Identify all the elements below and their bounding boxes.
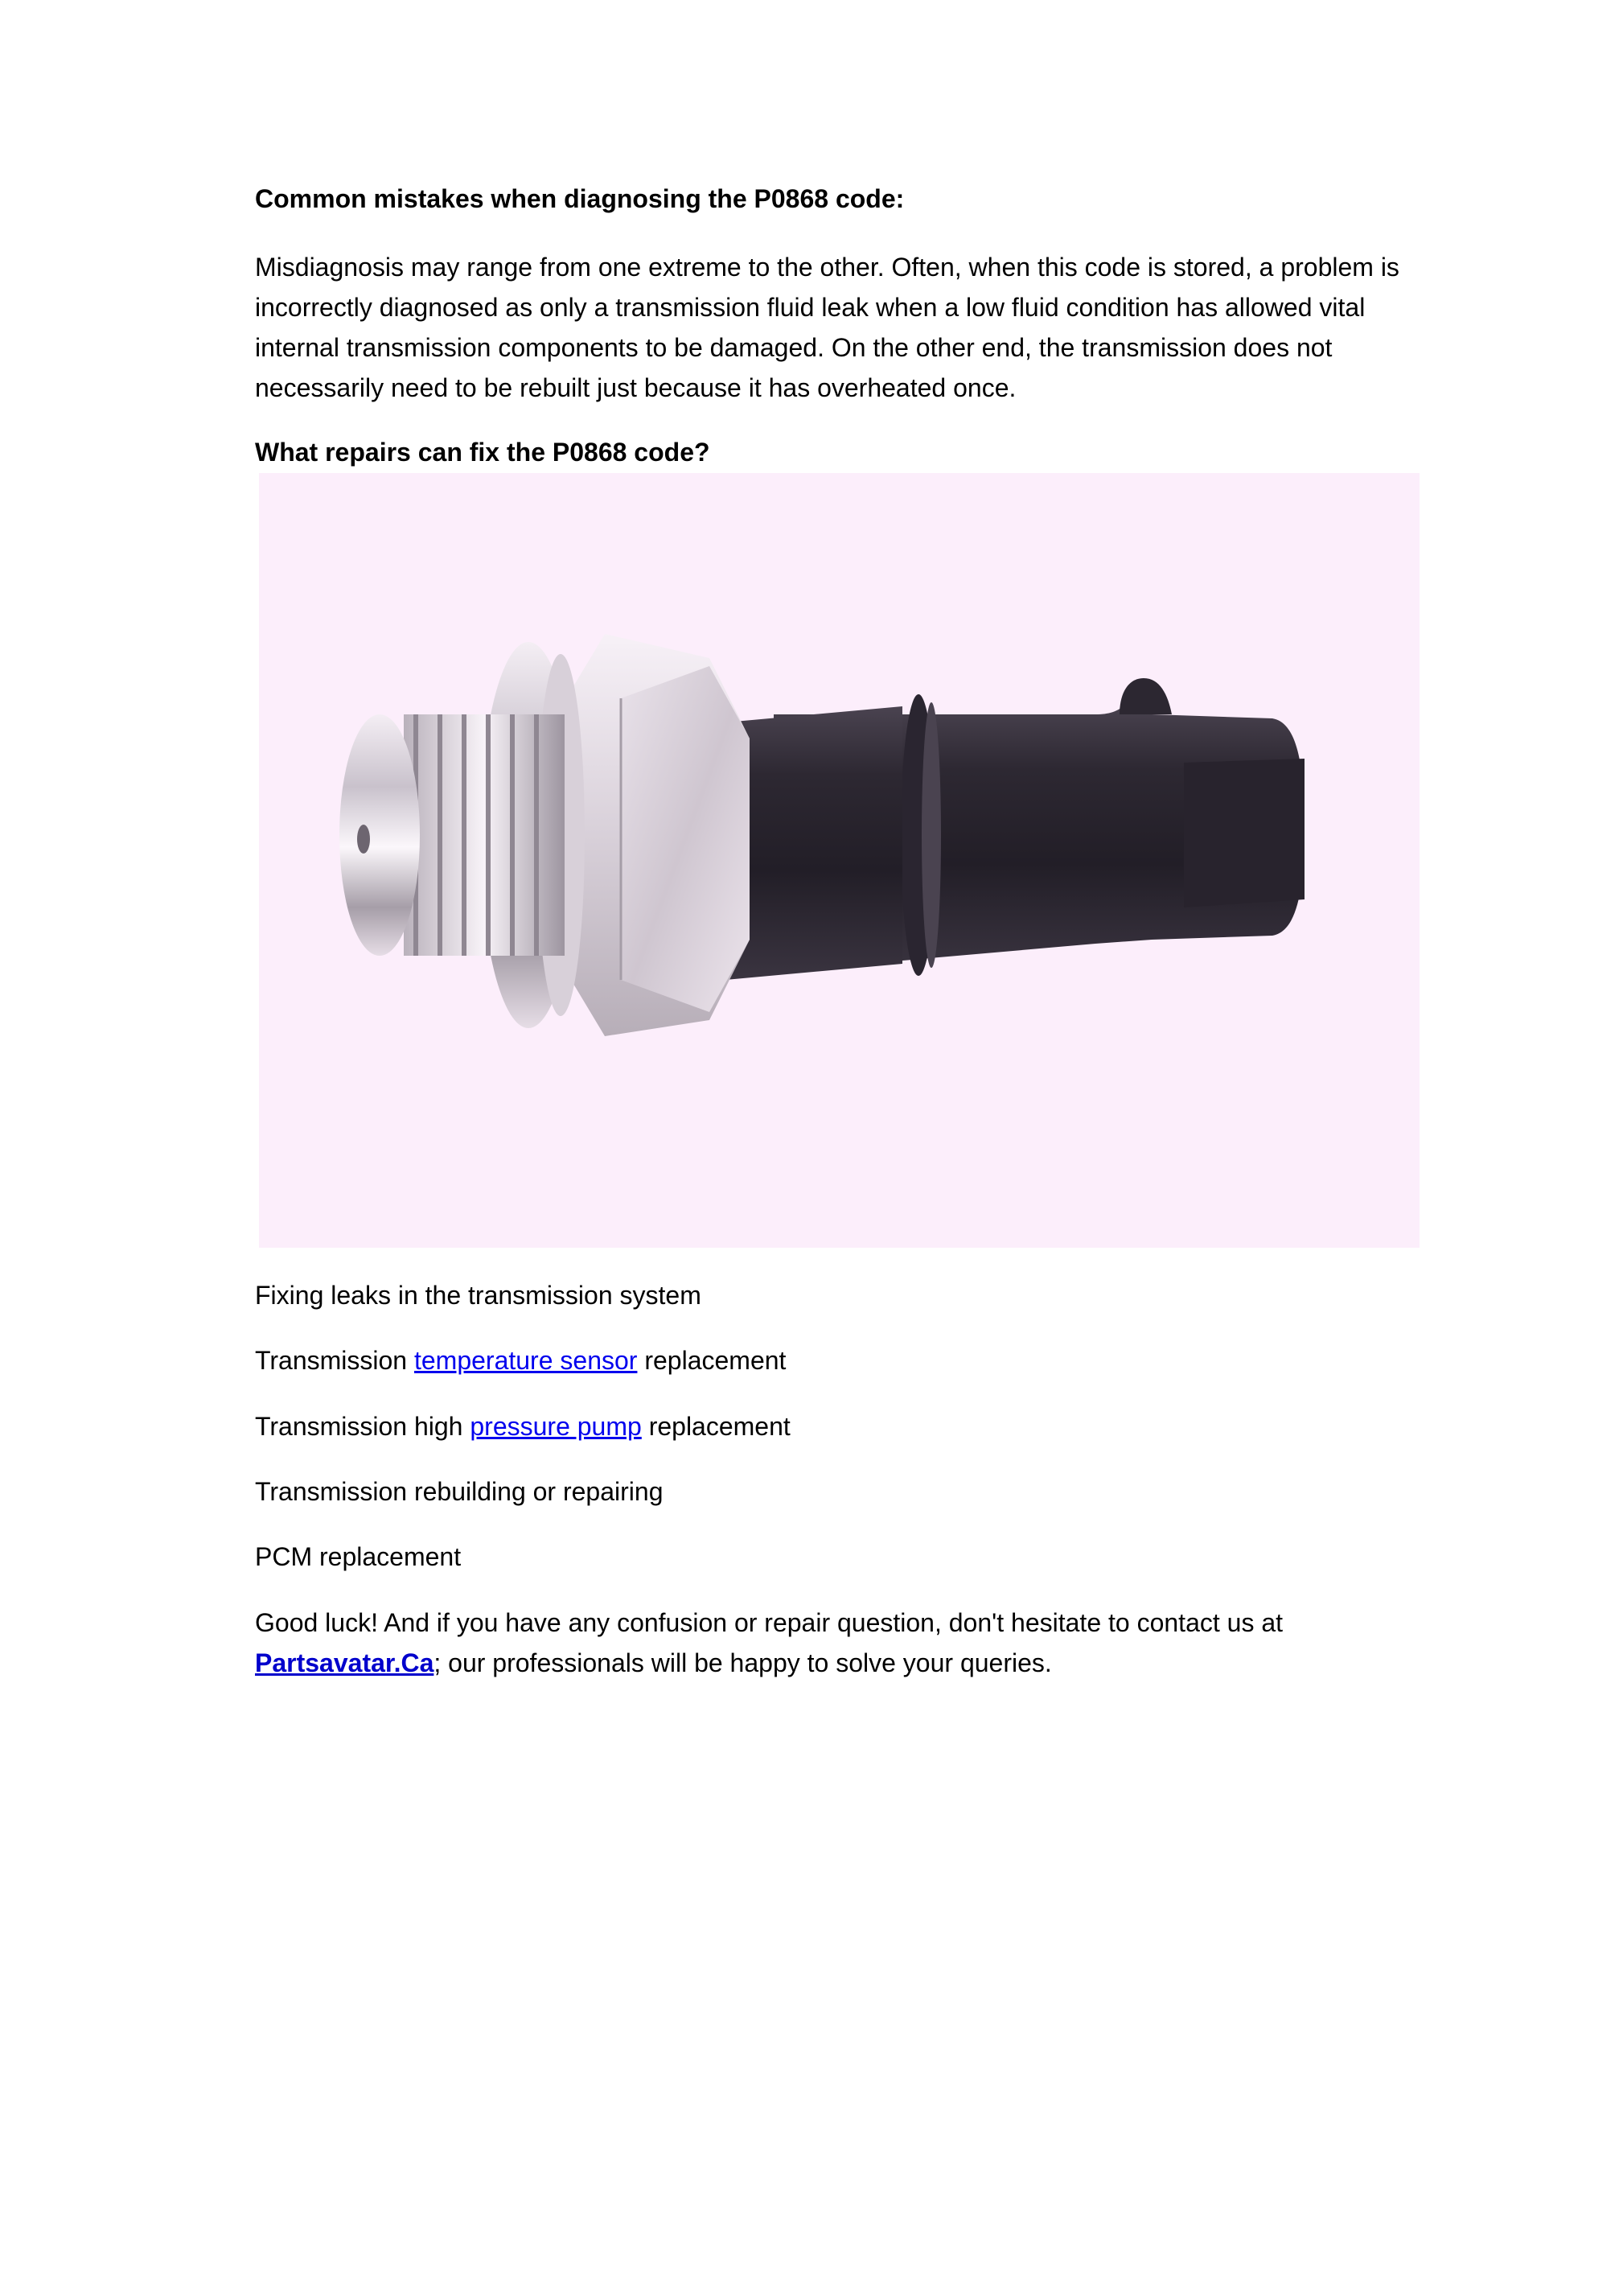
pressure-pump-link[interactable]: pressure pump xyxy=(470,1412,642,1441)
section-heading-common-mistakes: Common mistakes when diagnosing the P0868 code: xyxy=(255,184,905,213)
section-heading-repairs: What repairs can fix the P0868 code? xyxy=(255,438,710,467)
repair-item-rebuild xyxy=(255,1471,663,1512)
temperature-sensor-link[interactable]: temperature sensor xyxy=(413,1346,638,1375)
closing-paragraph xyxy=(255,1603,1413,1683)
repair-item-text: Transmission rebuilding or repairing xyxy=(255,1477,664,1506)
repair-item-text: PCM replacement xyxy=(255,1542,462,1571)
pressure-sensor-photo xyxy=(259,473,1420,1248)
repair-item-temperature-sensor xyxy=(255,1340,786,1380)
closing-text-after: ; our professionals will be happy to solve your queries. xyxy=(433,1648,1052,1677)
repair-item-suffix: replacement xyxy=(641,1412,791,1441)
repair-item-text: Fixing leaks in the transmission system xyxy=(255,1281,701,1310)
partsavatar-link[interactable]: Partsavatar.Ca xyxy=(255,1648,434,1677)
repair-item-pcm xyxy=(255,1537,461,1577)
repair-item-fix-leaks xyxy=(255,1275,701,1315)
misdiagnosis-paragraph: Misdiagnosis may range from one extreme to the other. Often, when this code is stored, a problem is incorrectly diagnosed as only a transmission fluid leak when a low fluid condition has allowed vital internal transmission components to be damaged. On the other end, the transmission does not necessarily need to be rebuilt just because it has overheated once. xyxy=(255,253,1399,402)
repair-item-prefix: Transmission high xyxy=(255,1412,470,1441)
repair-item-pressure-pump xyxy=(255,1406,791,1446)
repair-item-prefix: Transmission xyxy=(255,1346,414,1375)
closing-text-before: Good luck! And if you have any confusion or repair question, don't hesitate to contact us at xyxy=(255,1608,1284,1637)
repair-item-suffix: replacement xyxy=(637,1346,787,1375)
